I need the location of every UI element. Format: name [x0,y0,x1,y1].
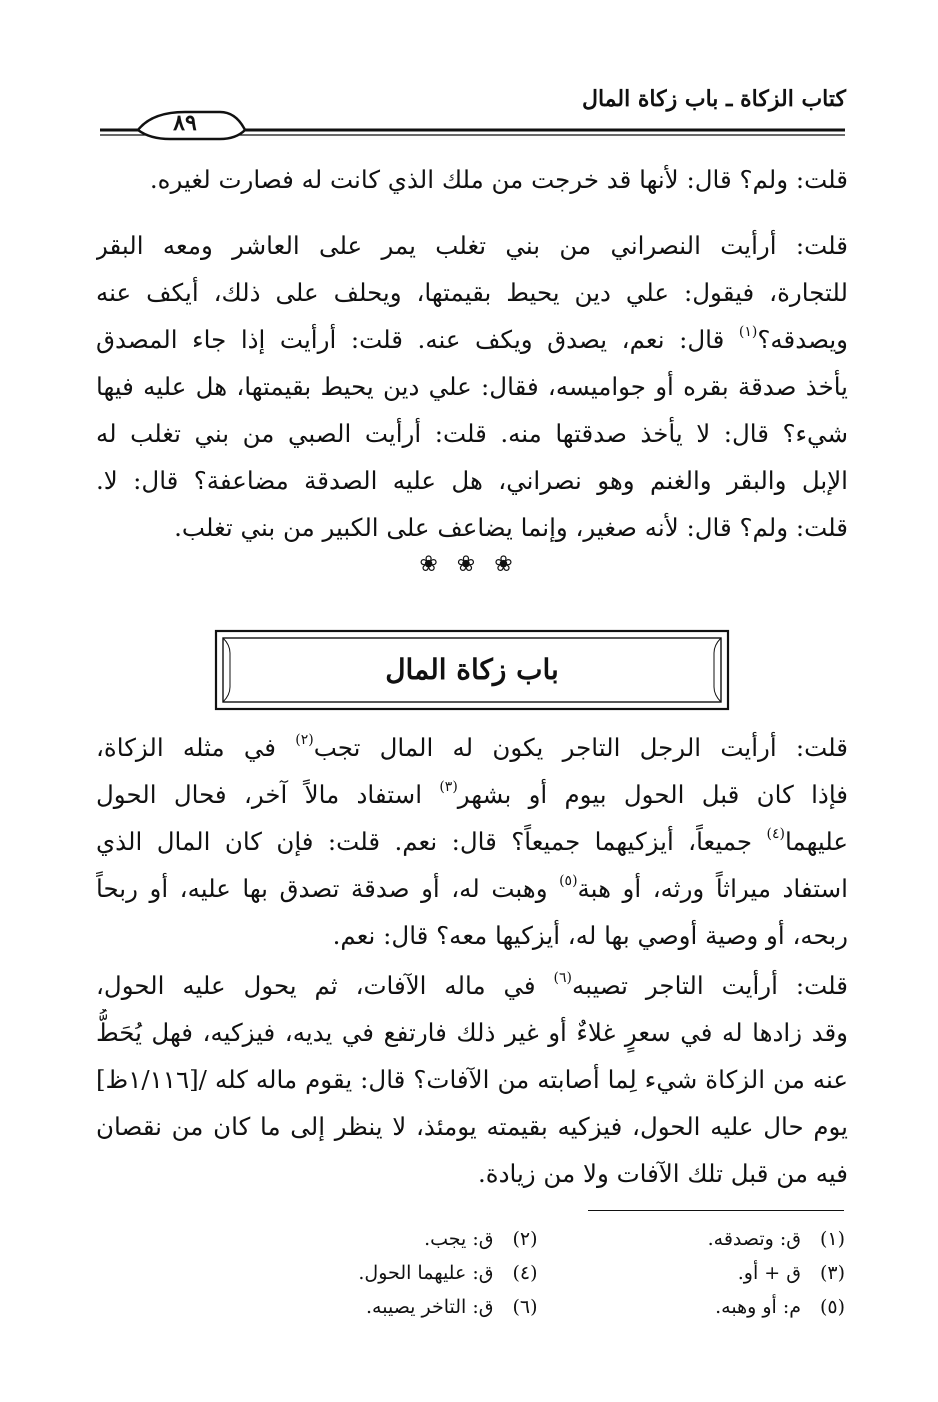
footnote-item [230,1292,538,1322]
footnote-marker[interactable]: (١) [738,324,758,340]
text-line [96,962,848,1009]
paragraph-1 [96,156,848,203]
text-line: وقد زادها له في سعرٍ غلاءٌ أو غير ذلك فارتفع في يديه، فيزكيه، فهل يُحَطُّ [96,1018,848,1047]
text-line: قلت: ولم؟ قال: لأنها قد خرجت من ملك الذي كانت له فصارت لغيره. [149,165,848,194]
footnote-text: ق: وتصدقه. [707,1228,801,1250]
footnote-marker[interactable]: (٥) [559,873,578,889]
text-line: فيه من قبل تلك الآفات ولا من زيادة. [477,1159,848,1188]
footnote-marker[interactable]: (٣) [439,779,458,795]
footnote-item [538,1258,846,1288]
text-segment: عليهما [784,827,848,856]
section-separator-ornament: ❀ ❀ ❀ [419,552,519,577]
footnote-marker[interactable]: (٤) [766,826,785,842]
footnote-item [230,1258,538,1288]
text-line: شيء؟ قال: لا يأخذ صدقتها منه. قلت: أرأيت الصبي من بني تغلب له [96,419,848,448]
text-segment: ويصدقه؟ [757,325,848,354]
footnote-number: (٤) [512,1262,538,1284]
text-segment: قلت: أرأيت التاجر تصيبه [572,971,848,1000]
text-line: يأخذ صدقة بقره أو جواميسه، فقال: علي دين يحيط بقيمتها، هل عليه فيها [96,372,848,401]
text-line: يوم حال عليه الحول، فيزكيه بقيمته يومئذ، لا ينظر إلى ما كان من نقصان [96,1112,848,1141]
footnote-marker[interactable]: (٦) [553,970,573,986]
footnote-number: (٣) [819,1262,845,1284]
footnote-number: (٢) [512,1228,538,1250]
text-line [96,818,848,865]
text-segment: في ماله الآفات، ثم يحول عليه الحول، [96,971,554,1000]
text-segment: في مثله الزكاة، [96,733,296,762]
footnotes [230,1224,845,1322]
text-line [96,316,848,363]
text-line: الإبل والبقر والغنم وهو نصراني، هل عليه الصدقة مضاعفة؟ قال: لا. [96,466,848,495]
text-line: قلت: أرأيت النصراني من بني تغلب يمر على العاشر ومعه البقر [96,231,848,260]
page-number: ٨٩ [173,110,197,136]
footnote-item [538,1224,846,1254]
text-line: للتجارة، فيقول: علي دين يحيط بقيمتها، ويحلف على ذلك، أيكف عنه [96,278,848,307]
running-header-title: كتاب الزكاة ـ باب زكاة المال [581,86,846,112]
footnote-marker[interactable]: (٢) [295,732,314,748]
paragraph-4 [96,962,848,1197]
footnote-number: (١) [819,1228,845,1250]
text-line: قلت: ولم؟ قال: لأنه صغير، وإنما يضاعف على الكبير من بني تغلب. [174,513,848,542]
footnote-text: ق: عليهما الحول. [358,1262,494,1284]
footnote-text: م: أو وهبه. [715,1296,801,1318]
section-title: باب زكاة المال [385,653,559,686]
paragraph-3 [96,724,848,959]
text-segment: قلت: أرأيت الرجل التاجر يكون له المال تجب [313,733,848,762]
footnote-text: ق: التاخر يصيبه. [366,1296,494,1318]
footnote-text: ق: يجب. [424,1228,494,1250]
text-segment: جميعاً، أيزكيهما جميعاً؟ قال: نعم. قلت: فإن كان المال الذي [96,827,767,856]
text-line [96,771,848,818]
text-segment: استفاد مالاً آخر، فحال الحول [96,780,440,809]
footnote-text: ق + أو. [737,1262,801,1284]
footnote-rule [588,1210,844,1211]
text-segment: قال: نعم، يصدق ويكف عنه. قلت: أرأيت إذا جاء المصدق [96,325,739,354]
text-line: ربحه، أو وصية أوصي بها له، أيزكيها معه؟ قال: نعم. [332,921,848,950]
text-line [96,865,848,912]
footnote-item [230,1224,538,1254]
text-segment: استفاد ميراثاً ورثه، أو هبة [577,874,848,903]
text-line [96,724,848,771]
footnote-number: (٦) [512,1296,538,1318]
footnote-item [538,1292,846,1322]
text-line: عنه من الزكاة شيء لِما أصابته من الآفات؟ قال: يقوم ماله كله /[١/١١٦ظ] [96,1065,848,1094]
footnote-number: (٥) [819,1296,845,1318]
text-segment: فإذا كان قبل الحول بيوم أو بشهر [457,780,848,809]
text-segment: وهبت له، أو صدقة تصدق بها عليه، أو ربحاً [96,874,560,903]
paragraph-2 [96,222,848,551]
